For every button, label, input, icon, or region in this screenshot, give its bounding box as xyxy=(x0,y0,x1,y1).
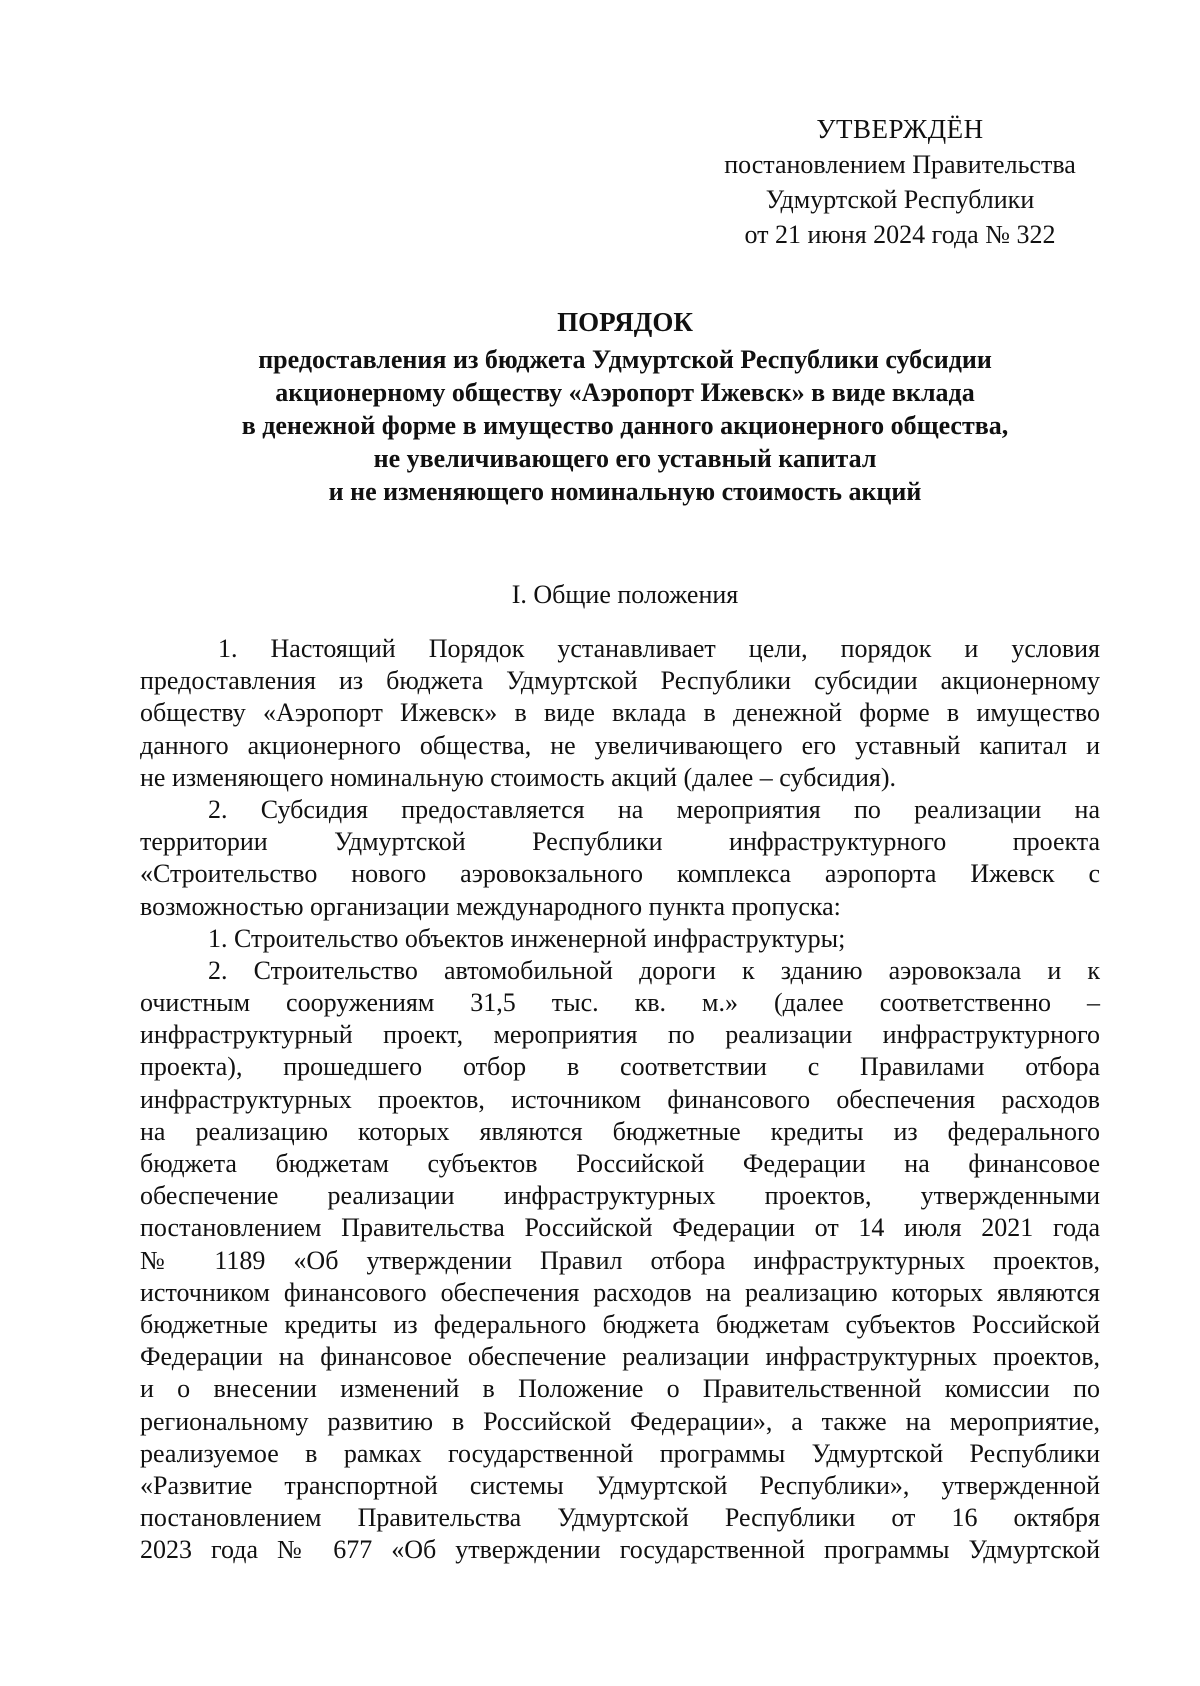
body-line: № 1189 «Об утверждении Правил отбора инфраструктурных проектов, xyxy=(140,1245,1100,1275)
document-title-line: предоставления из бюджета Удмуртской Республики субсидии xyxy=(258,345,992,374)
document-title-main: ПОРЯДОК xyxy=(557,307,693,337)
document-title-line: акционерному обществу «Аэропорт Ижевск» в виде вклада xyxy=(275,378,975,407)
body-line: бюджета бюджетам субъектов Российской Федерации на финансовое xyxy=(140,1149,1100,1178)
body-line: обществу «Аэропорт Ижевск» в виде вклада в денежной форме в имущество xyxy=(140,698,1100,728)
document-title-line: не увеличивающего его уставный капитал xyxy=(373,444,877,473)
body-line: постановлением Правительства Удмуртской Республики от 16 октября xyxy=(140,1503,1100,1533)
body-line: и о внесении изменений в Положение о Правительственной комиссии по xyxy=(140,1374,1100,1404)
body-line: Федерации на финансовое обеспечение реализации инфраструктурных проектов, xyxy=(140,1342,1100,1372)
body-text xyxy=(140,633,1100,1566)
document-title-line: и не изменяющего номинальную стоимость акций xyxy=(328,477,922,506)
body-line: территории Удмуртской Республики инфраструктурного проекта xyxy=(140,827,1100,857)
body-line: данного акционерного общества, не увеличивающего его уставный капитал и xyxy=(140,730,1100,760)
document-title-line: в денежной форме в имущество данного акционерного общества, xyxy=(241,411,1009,440)
approval-stamp xyxy=(690,112,1110,252)
body-line: региональному развитию в Российской Федерации», а также на мероприятие, xyxy=(140,1406,1100,1436)
approval-date-line: от 21 июня 2024 года № 322 xyxy=(744,220,1056,249)
body-line: 1. Строительство объектов инженерной инфраструктуры; xyxy=(208,923,846,953)
body-line: предоставления из бюджета Удмуртской Республики субсидии акционерному xyxy=(140,666,1100,696)
body-line: не изменяющего номинальную стоимость акций (далее – субсидия). xyxy=(140,762,897,792)
body-line: источником финансового обеспечения расходов на реализацию которых являются xyxy=(140,1277,1100,1307)
body-line: постановлением Правительства Российской Федерации от 14 июля 2021 года xyxy=(140,1213,1100,1243)
body-line: 2. Субсидия предоставляется на мероприятия по реализации на xyxy=(208,794,1100,824)
body-line: инфраструктурных проектов, источником финансового обеспечения расходов xyxy=(140,1084,1100,1114)
approval-title: УТВЕРЖДЁН xyxy=(816,114,984,144)
approval-line: постановлением Правительства xyxy=(724,150,1076,179)
body-line: 2023 года № 677 «Об утверждении государственной программы Удмуртской xyxy=(140,1535,1100,1565)
body-line: 2. Строительство автомобильной дороги к зданию аэровокзала и к xyxy=(208,955,1100,985)
body-line: «Развитие транспортной системы Удмуртской Республики», утвержденной xyxy=(140,1470,1100,1500)
body-line: бюджетные кредиты из федерального бюджета бюджетам субъектов Российской xyxy=(140,1309,1100,1339)
body-line: инфраструктурный проект, мероприятия по реализации инфраструктурного xyxy=(140,1020,1100,1050)
body-line: на реализацию которых являются бюджетные кредиты из федерального xyxy=(140,1116,1100,1146)
approval-line: Удмуртской Республики xyxy=(765,185,1035,214)
body-line: «Строительство нового аэровокзального комплекса аэропорта Ижевск с xyxy=(140,859,1100,889)
body-line: возможностью организации международного пункта пропуска: xyxy=(140,891,841,921)
body-line: очистным сооружениям 31,5 тыс. кв. м.» (далее соответственно – xyxy=(140,988,1100,1018)
body-line: проекта), прошедшего отбор в соответствии с Правилами отбора xyxy=(140,1052,1100,1082)
body-line: реализуемое в рамках государственной программы Удмуртской Республики xyxy=(140,1438,1100,1468)
document-title xyxy=(150,306,1100,508)
body-line: 1. Настоящий Порядок устанавливает цели, порядок и условия xyxy=(218,634,1100,663)
body-line: обеспечение реализации инфраструктурных проектов, утвержденными xyxy=(140,1181,1100,1211)
section-heading: I. Общие положения xyxy=(511,580,739,609)
